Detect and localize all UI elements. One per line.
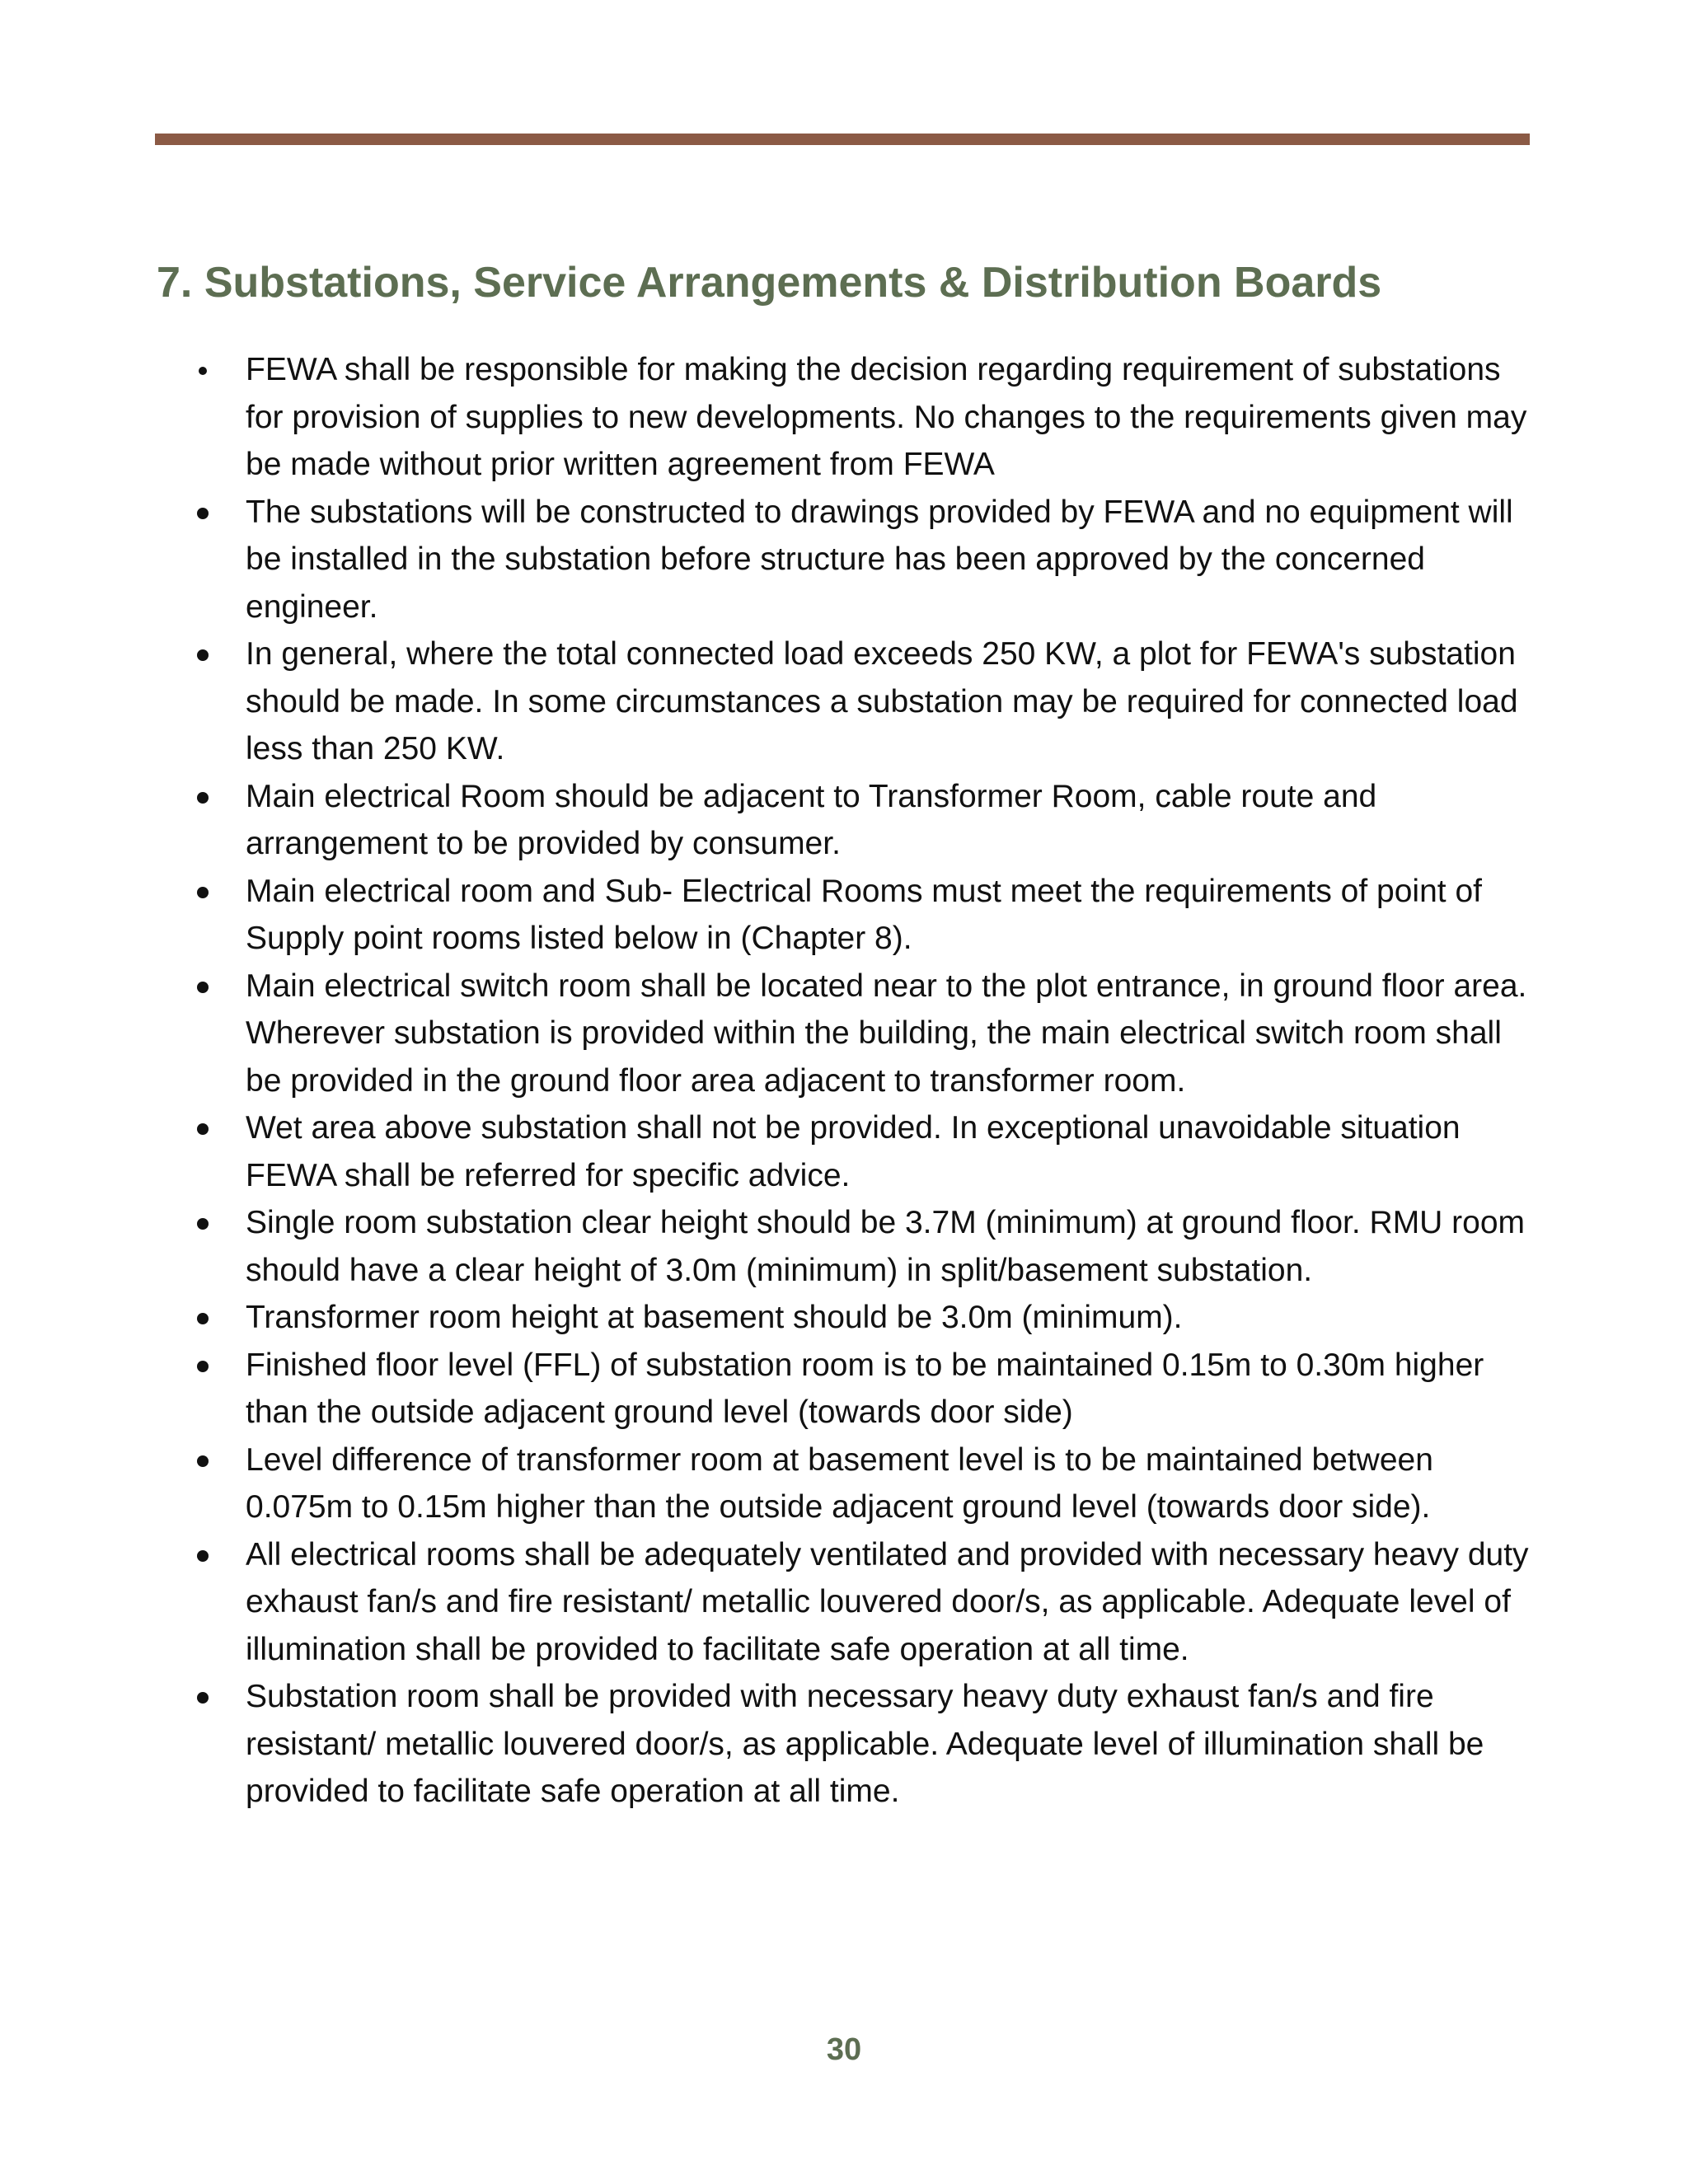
bullet-icon [197,1123,209,1135]
list-item-text: Level difference of transformer room at basement level is to be maintained between 0.075m to 0.15m higher than the outside adjacent ground level (towards door side). [246,1441,1433,1525]
list-item [191,630,1543,773]
list-item-text: Main electrical Room should be adjacent to Transformer Room, cable route and arrangement to be provided by consumer. [246,778,1377,861]
header-rule [155,134,1530,145]
list-item [191,1199,1543,1294]
list-item [191,1104,1543,1199]
list-item [191,773,1543,868]
list-item-text: All electrical rooms shall be adequately ventilated and provided with necessary heavy duty exhaust fan/s and fire resistant/ metallic louvered door/s, as applicable. Adequate level of illumination shall be provided to facilitate safe operation at all time. [246,1536,1529,1667]
bullet-list [191,346,1543,1816]
list-item [191,868,1543,963]
list-item [191,1294,1543,1342]
list-item-text: Main electrical switch room shall be located near to the plot entrance, in ground floor area. Wherever substation is provided within the building, the main electrical switch room shall be provided in the ground floor area adjacent to transformer room. [246,968,1527,1099]
list-item-text: Single room substation clear height should be 3.7M (minimum) at ground floor. RMU room should have a clear height of 3.0m (minimum) in split/basement substation. [246,1205,1526,1288]
bullet-icon [197,1692,209,1704]
list-item [191,346,1543,489]
list-item [191,1673,1543,1816]
bullet-icon [199,367,207,375]
bullet-icon [197,649,209,661]
list-item-text: Transformer room height at basement should be 3.0m (minimum). [246,1300,1183,1335]
bullet-icon [197,1313,209,1324]
bullet-icon [197,982,209,993]
list-item [191,1531,1543,1674]
list-item-text: Main electrical room and Sub- Electrical Rooms must meet the requirements of point of Supply point rooms listed below in (Chapter 8). [246,873,1482,956]
list-item [191,489,1543,631]
list-item [191,1342,1543,1436]
bullet-icon [197,1455,209,1467]
bullet-icon [197,1361,209,1372]
bullet-icon [197,1218,209,1230]
list-item-text: Wet area above substation shall not be provided. In exceptional unavoidable situation FEWA shall be referred for specific advice. [246,1110,1461,1193]
list-item-text: Finished floor level (FFL) of substation room is to be maintained 0.15m to 0.30m higher than the outside adjacent ground level (towards door side) [246,1347,1484,1430]
bullet-icon [197,508,209,519]
list-item [191,963,1543,1105]
bullet-icon [197,792,209,804]
list-item-text: Substation room shall be provided with necessary heavy duty exhaust fan/s and fire resistant/ metallic louvered door/s, as applicable. Adequate level of illumination shall be provided to facilitate safe operation at all time. [246,1679,1484,1809]
list-item-text: In general, where the total connected load exceeds 250 KW, a plot for FEWA's substation should be made. In some circumstances a substation may be required for connected load less than 250 KW. [246,636,1518,766]
bullet-icon [197,887,209,898]
section-title: 7. Substations, Service Arrangements & Distribution Boards [157,259,1382,307]
list-item-text: FEWA shall be responsible for making the decision regarding requirement of substations for provision of supplies to new developments. No changes to the requirements given may be made without prior written agreement from FEWA [246,352,1527,482]
bullet-icon [197,1550,209,1562]
list-item [191,1436,1543,1531]
list-item-text: The substations will be constructed to drawings provided by FEWA and no equipment will be installed in the substation before structure has been approved by the concerned engineer. [246,494,1513,625]
page-number: 30 [826,2032,862,2067]
